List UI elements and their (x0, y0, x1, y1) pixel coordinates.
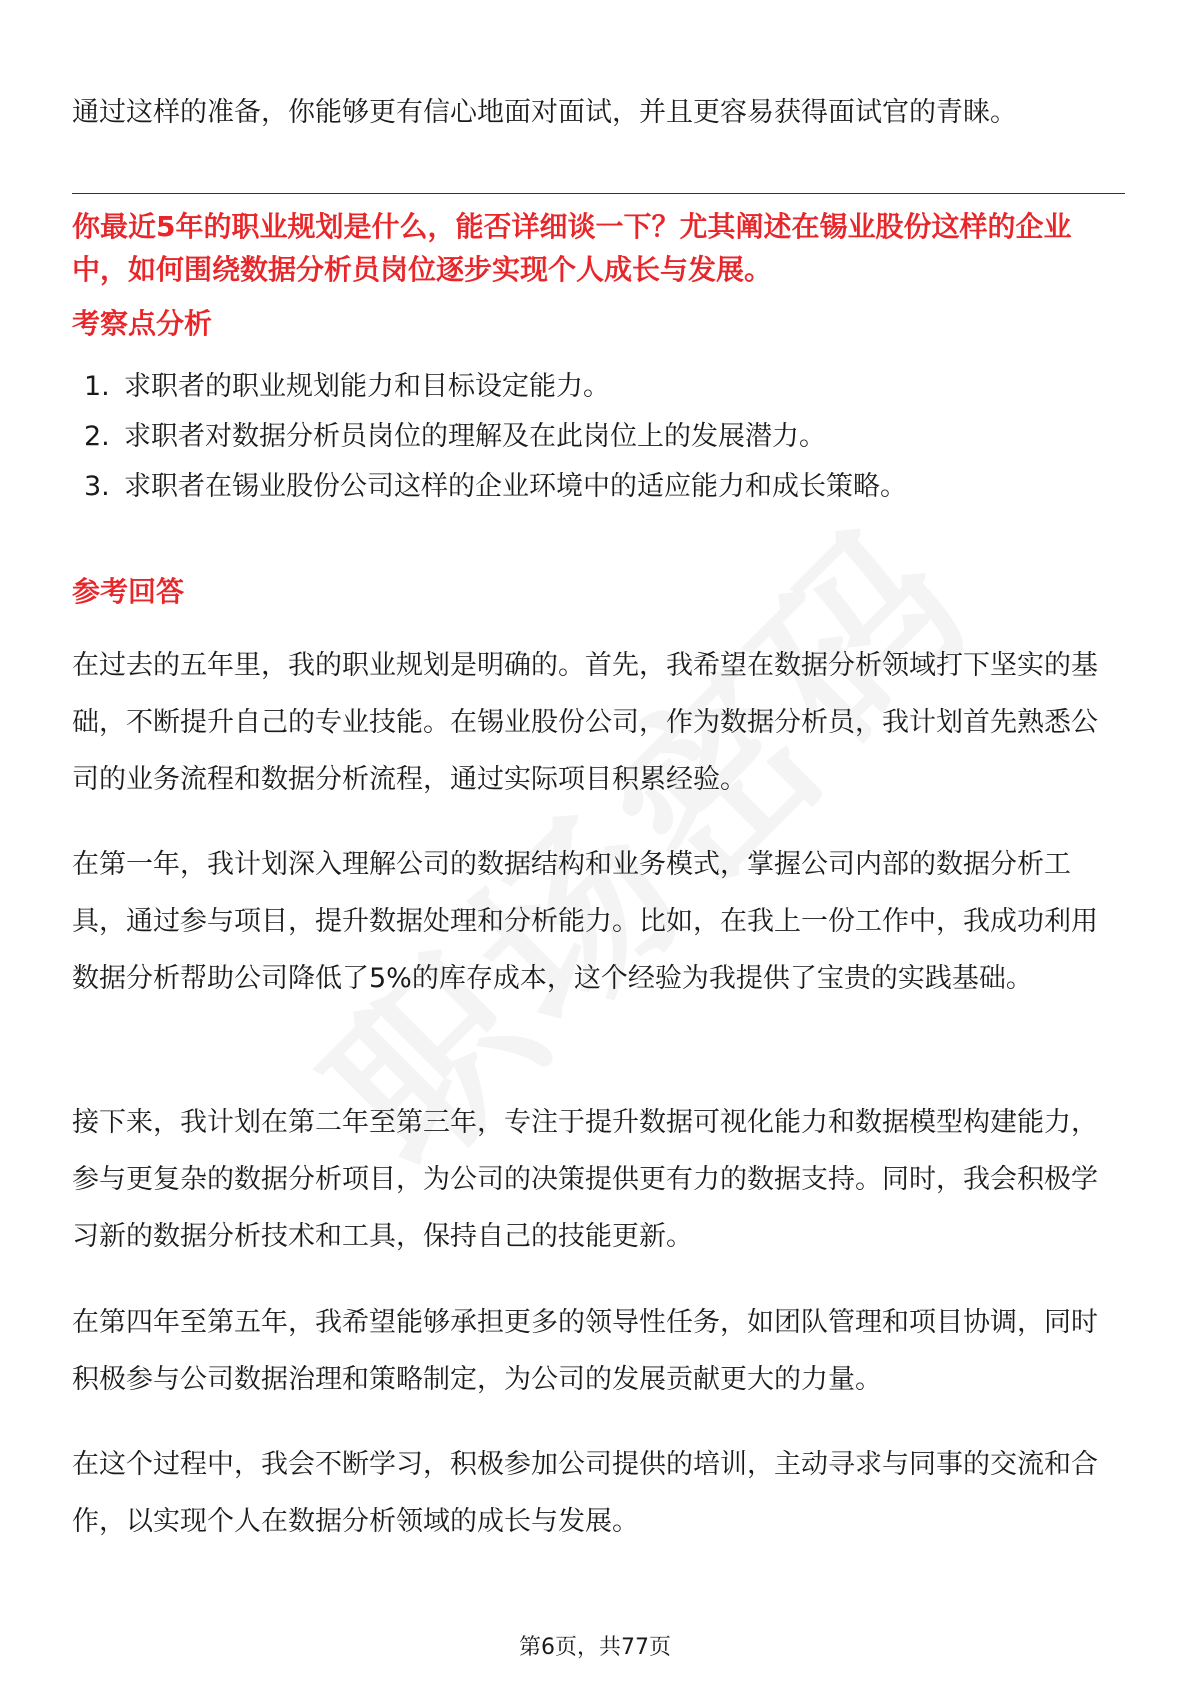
list-item-text: 求职者对数据分析员岗位的理解及在此岗位上的发展潜力。 (124, 421, 826, 452)
page-footer: 第6页，共77页 (519, 1635, 671, 1660)
answer-paragraph: 在这个过程中，我会不断学习，积极参加公司提供的培训，主动寻求与同事的交流和合作，以实现个人在数据分析领域的成长与发展。 (72, 1449, 1098, 1537)
answer-paragraph: 在第一年，我计划深入理解公司的数据结构和业务模式，掌握公司内部的数据分析工具，通过参与项目，提升数据处理和分析能力。比如，在我上一份工作中，我成功利用数据分析帮助公司降低了5%的库存成本，这个经验为我提供了宝贵的实践基础。 (72, 849, 1098, 994)
analysis-points-list (84, 373, 1114, 523)
list-item-number: 1. (84, 371, 110, 402)
question-text: 你最近5年的职业规划是什么，能否详细谈一下？尤其阐述在锡业股份这样的企业中，如何围绕数据分析员岗位逐步实现个人成长与发展。 (72, 210, 1072, 286)
list-item-number: 3. (84, 471, 110, 502)
list-item-number: 2. (84, 421, 110, 452)
intro-paragraph: 通过这样的准备，你能够更有信心地面对面试，并且更容易获得面试官的青睐。 (72, 97, 1017, 128)
section-divider (72, 193, 1125, 194)
answer-paragraph: 在第四年至第五年，我希望能够承担更多的领导性任务，如团队管理和项目协调，同时积极参与公司数据治理和策略制定，为公司的发展贡献更大的力量。 (72, 1307, 1098, 1395)
answer-heading: 参考回答 (72, 575, 185, 608)
list-item-text: 求职者的职业规划能力和目标设定能力。 (124, 371, 610, 402)
answer-paragraph: 接下来，我计划在第二年至第三年，专注于提升数据可视化能力和数据模型构建能力，参与更复杂的数据分析项目，为公司的决策提供更有力的数据支持。同时，我会积极学习新的数据分析技术和工具，保持自己的技能更新。 (72, 1107, 1098, 1252)
answer-paragraph: 在过去的五年里，我的职业规划是明确的。首先，我希望在数据分析领域打下坚实的基础，不断提升自己的专业技能。在锡业股份公司，作为数据分析员，我计划首先熟悉公司的业务流程和数据分析流程，通过实际项目积累经验。 (72, 650, 1098, 795)
list-item (84, 373, 1114, 423)
list-item (84, 423, 1114, 473)
analysis-heading: 考察点分析 (72, 307, 213, 340)
list-item (84, 473, 1114, 523)
list-item-text: 求职者在锡业股份公司这样的企业环境中的适应能力和成长策略。 (124, 471, 907, 502)
